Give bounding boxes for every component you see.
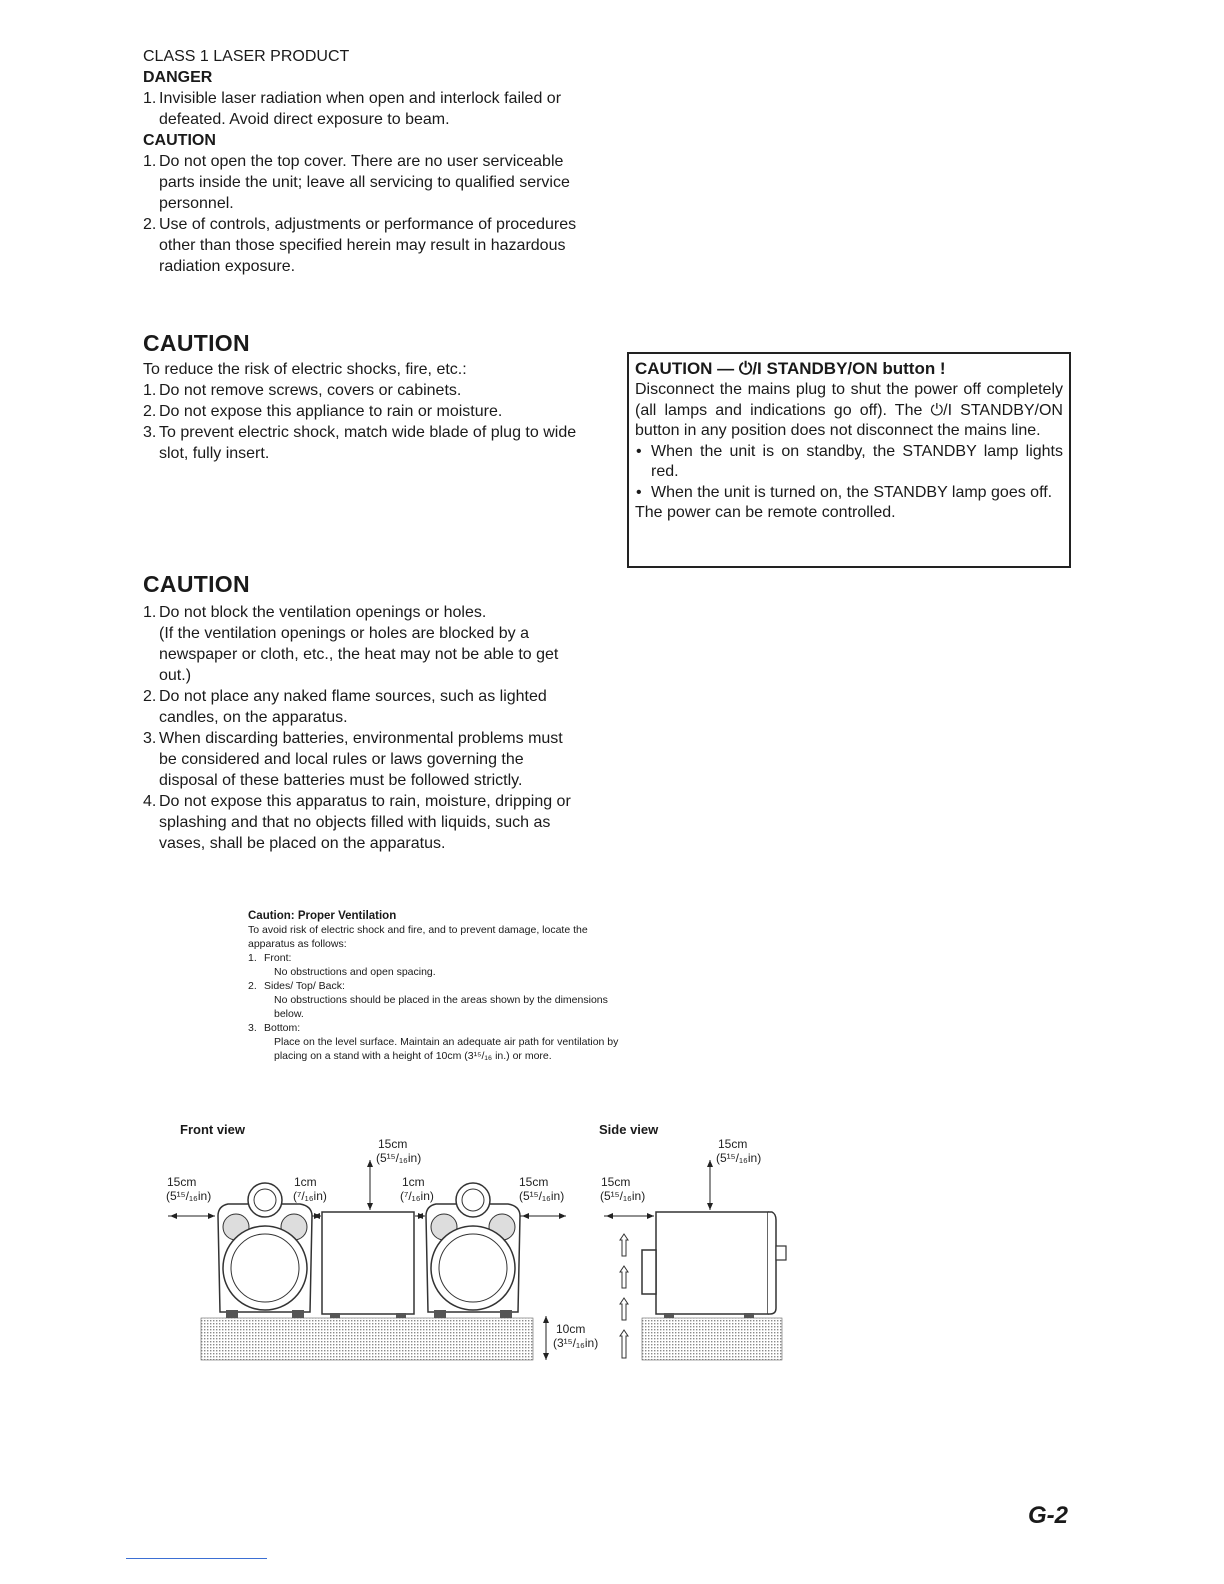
- right-gap-dim: 15cm: [519, 1175, 549, 1189]
- main-unit-front: [322, 1212, 414, 1318]
- left-gap-dim: 15cm: [167, 1175, 197, 1189]
- item-text: Do not block the ventilation openings or holes.: [159, 604, 487, 621]
- main-unit-side: [642, 1212, 786, 1318]
- item-number: 1.: [143, 604, 157, 621]
- side-stand: [642, 1318, 782, 1360]
- caution-heading-2: CAUTION: [143, 571, 250, 597]
- side-top-dim-in: (5¹⁵/₁₆in): [716, 1151, 762, 1165]
- item-number: 2.: [143, 216, 157, 233]
- item-number: 2.: [143, 688, 157, 705]
- bullet-icon: •: [636, 442, 642, 460]
- stand-height-dim: 10cm: [556, 1322, 586, 1336]
- front-view-label: Front view: [180, 1122, 246, 1137]
- item-number: 4.: [143, 793, 157, 810]
- item-number: 3.: [143, 424, 157, 441]
- standby-box-paragraph: Disconnect the mains plug to shut the power off completely (all lamps and indications go off). The ⏻/I STANDBY/ON button in any position does not disconnect the mains line.: [635, 381, 1063, 439]
- item-number: 3.: [143, 730, 157, 747]
- item-text: Do not place any naked flame sources, such as lighted candles, on the apparatus.: [159, 688, 547, 726]
- left-gap-dim-in: (5¹⁵/₁₆in): [166, 1189, 212, 1203]
- ventilation-item-text: No obstructions and open spacing.: [274, 966, 436, 978]
- ventilation-heading: Caution: Proper Ventilation: [248, 910, 397, 922]
- item-number: 1.: [143, 90, 157, 107]
- side-view-label: Side view: [599, 1122, 659, 1137]
- footer-rule: [126, 1558, 267, 1559]
- item-number: 1.: [248, 952, 257, 964]
- side-back-dim: 15cm: [601, 1175, 631, 1189]
- item-text: Do not remove screws, covers or cabinets.: [159, 382, 462, 399]
- danger-heading: DANGER: [143, 69, 213, 86]
- standby-box-title: CAUTION — ⏻/I STANDBY/ON button !: [635, 359, 946, 378]
- bullet-icon: •: [636, 483, 642, 501]
- item-text: Invisible laser radiation when open and interlock failed or defeated. Avoid direct exposure to beam.: [159, 90, 562, 128]
- page-number: G-2: [1028, 1502, 1069, 1529]
- side-dimension-arrows: [604, 1160, 710, 1216]
- ventilation-item-title: Sides/ Top/ Back:: [264, 980, 345, 992]
- right-speaker: [426, 1183, 520, 1318]
- item-number: 1.: [143, 382, 157, 399]
- caution-heading: CAUTION: [143, 330, 250, 356]
- item-number: 2.: [248, 980, 257, 992]
- left-speaker: [218, 1183, 312, 1318]
- ventilation-item-title: Front:: [264, 952, 292, 964]
- laser-caution-heading: CAUTION: [143, 132, 216, 149]
- airflow-arrows: [620, 1234, 628, 1358]
- ventilation-item-title: Bottom:: [264, 1022, 301, 1034]
- item-text: To prevent electric shock, match wide blade of plug to wide slot, fully insert.: [159, 424, 577, 462]
- gap1-dim: 1cm: [294, 1175, 317, 1189]
- item-text: Use of controls, adjustments or performance of procedures other than those specified herein may result in hazardous radiation exposure.: [159, 216, 577, 275]
- item-text: Do not open the top cover. There are no user serviceable parts inside the unit; leave all servicing to qualified service personnel.: [159, 153, 570, 212]
- item-subtext: (If the ventilation openings or holes are blocked by a newspaper or cloth, etc., the heat may not be able to get out.): [159, 625, 559, 684]
- ventilation-intro: To avoid risk of electric shock and fire, and to prevent damage, locate the apparatus as follows:: [248, 924, 588, 950]
- item-text: Do not expose this appliance to rain or moisture.: [159, 403, 503, 420]
- bullet-text: When the unit is on standby, the STANDBY lamp lights red.: [651, 442, 1063, 480]
- item-text: When discarding batteries, environmental problems must be considered and local rules or laws governing the disposal of these batteries must be followed strictly.: [159, 730, 563, 789]
- laser-class-label: CLASS 1 LASER PRODUCT: [143, 48, 350, 65]
- caution-intro: To reduce the risk of electric shocks, fire, etc.:: [143, 361, 467, 378]
- front-stand: [201, 1318, 533, 1360]
- item-number: 2.: [143, 403, 157, 420]
- bullet-text: When the unit is turned on, the STANDBY lamp goes off.: [651, 483, 1053, 501]
- item-number: 1.: [143, 153, 157, 170]
- item-number: 3.: [248, 1022, 257, 1034]
- item-text: Do not expose this apparatus to rain, moisture, dripping or splashing and that no objects filled with liquids, such as vases, shall be placed on the apparatus.: [159, 793, 571, 852]
- gap2-dim: 1cm: [402, 1175, 425, 1189]
- side-top-dim: 15cm: [718, 1137, 748, 1151]
- ventilation-item-text: Place on the level surface. Maintain an adequate air path for ventilation by placing on a stand with a height of 10cm (3¹⁵/₁₆ in.) or more.: [274, 1036, 619, 1062]
- right-gap-dim-in: (5¹⁵/₁₆in): [519, 1189, 565, 1203]
- front-top-dim: 15cm: [378, 1137, 408, 1151]
- ventilation-item-text: No obstructions should be placed in the areas shown by the dimensions below.: [274, 994, 608, 1020]
- gap1-dim-in: (⁷/₁₆in): [293, 1189, 327, 1203]
- gap2-dim-in: (⁷/₁₆in): [400, 1189, 434, 1203]
- front-top-dim-in: (5¹⁵/₁₆in): [376, 1151, 422, 1165]
- standby-box-footer: The power can be remote controlled.: [635, 504, 896, 521]
- side-back-dim-in: (5¹⁵/₁₆in): [600, 1189, 646, 1203]
- stand-height-dim-in: (3¹⁵/₁₆in): [553, 1336, 599, 1350]
